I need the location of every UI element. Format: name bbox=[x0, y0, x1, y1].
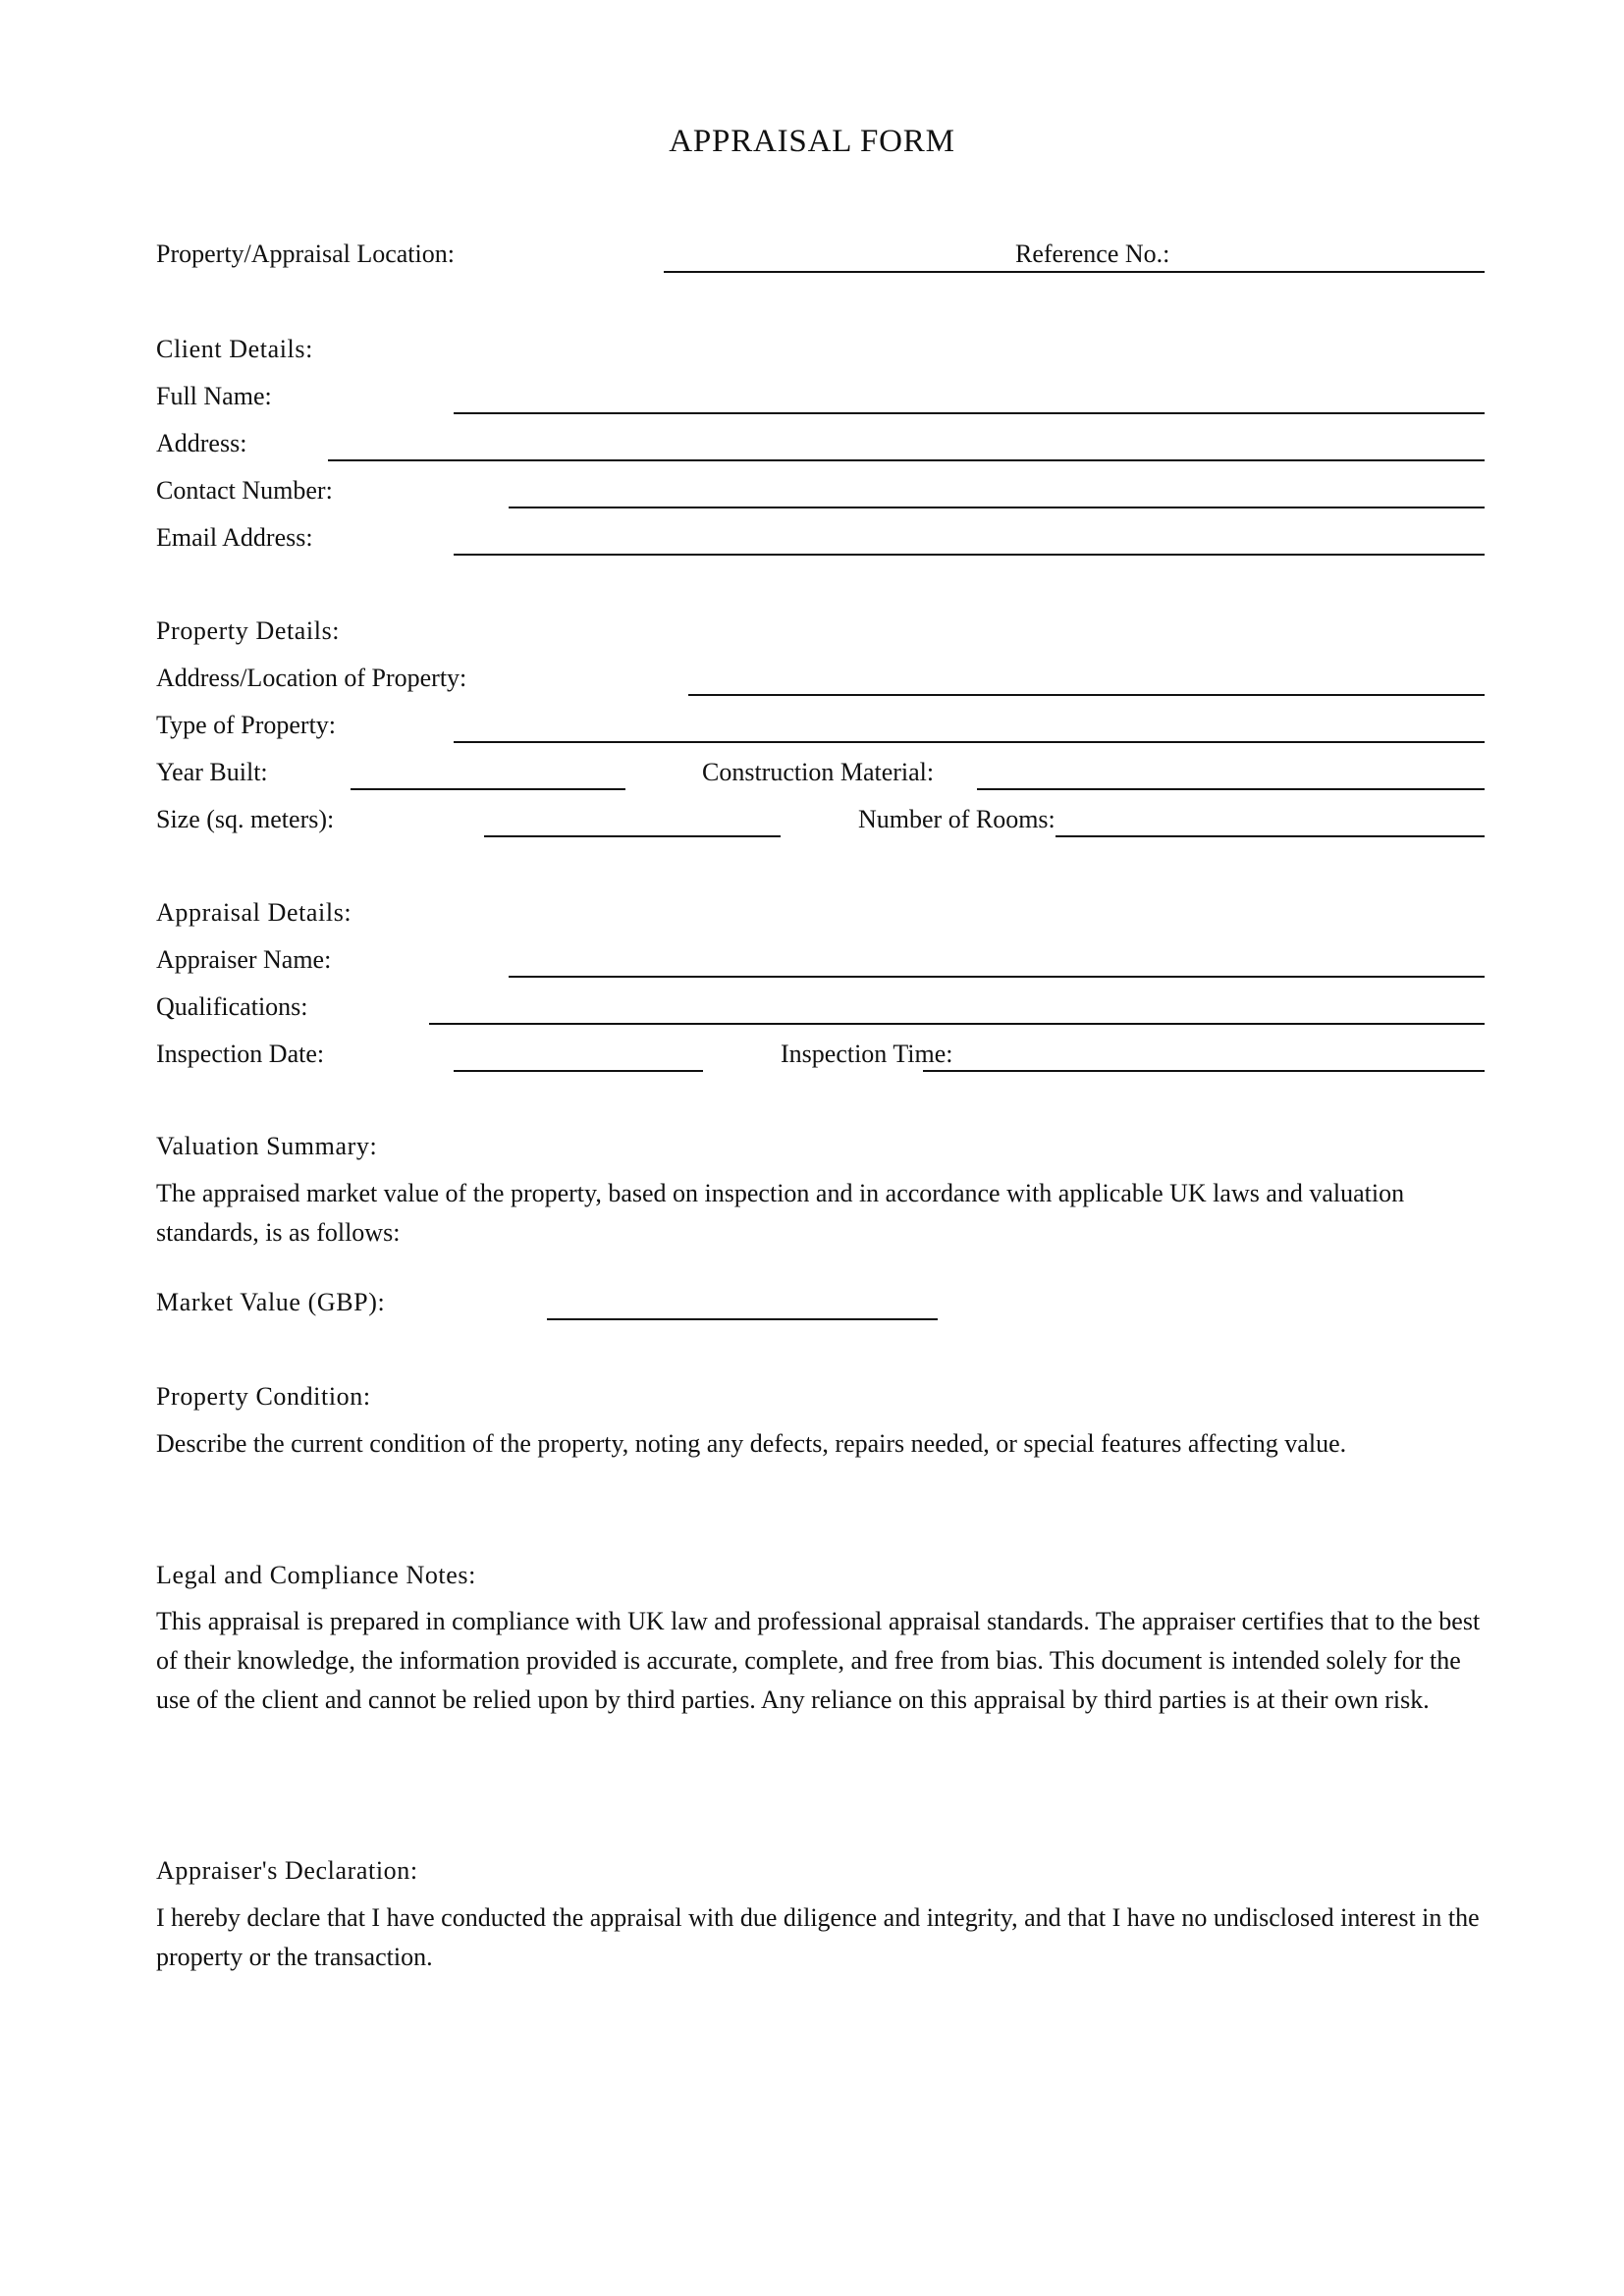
valuation-summary-heading: Valuation Summary: bbox=[156, 1132, 378, 1160]
legal-notes-text: This appraisal is prepared in compliance with UK law and professional appraisal standards. The appraiser certifies that to the best of their knowledge, the information provided is accurate, complete, and free from bias. This document is intended solely for the use of the client and cannot be relied upon by third parties. Any reliance on this appraisal by third parties is at their own risk. bbox=[156, 1607, 1481, 1714]
email-address-label: Email Address: bbox=[156, 523, 313, 552]
email-address-field[interactable] bbox=[454, 554, 1485, 556]
inspection-date-label: Inspection Date: bbox=[156, 1040, 325, 1068]
location-label: Property/Appraisal Location: bbox=[156, 240, 455, 268]
market-value-label: Market Value (GBP): bbox=[156, 1288, 386, 1316]
full-name-label: Full Name: bbox=[156, 382, 272, 410]
address-label: Address: bbox=[156, 429, 247, 457]
number-of-rooms-label: Number of Rooms: bbox=[858, 805, 1056, 833]
size-label: Size (sq. meters): bbox=[156, 805, 335, 833]
inspection-date-field[interactable] bbox=[454, 1070, 703, 1072]
appraiser-name-label: Appraiser Name: bbox=[156, 945, 332, 974]
client-details-heading: Client Details: bbox=[156, 335, 313, 363]
number-of-rooms-field[interactable] bbox=[1056, 835, 1485, 837]
inspection-time-field[interactable] bbox=[923, 1070, 1485, 1072]
year-built-field[interactable] bbox=[351, 788, 625, 790]
year-built-label: Year Built: bbox=[156, 758, 268, 786]
location-field[interactable] bbox=[664, 271, 1485, 273]
declaration-heading: Appraiser's Declaration: bbox=[156, 1856, 418, 1885]
property-address-label: Address/Location of Property: bbox=[156, 664, 467, 692]
qualifications-field[interactable] bbox=[429, 1023, 1485, 1025]
contact-number-label: Contact Number: bbox=[156, 476, 333, 505]
legal-notes-heading: Legal and Compliance Notes: bbox=[156, 1561, 476, 1589]
market-value-field[interactable] bbox=[547, 1318, 938, 1320]
appraisal-details-heading: Appraisal Details: bbox=[156, 898, 352, 927]
property-details-heading: Property Details: bbox=[156, 616, 341, 645]
reference-label: Reference No.: bbox=[1015, 240, 1170, 268]
property-type-label: Type of Property: bbox=[156, 711, 337, 739]
construction-material-field[interactable] bbox=[977, 788, 1485, 790]
qualifications-label: Qualifications: bbox=[156, 992, 308, 1021]
property-type-field[interactable] bbox=[454, 741, 1485, 743]
full-name-field[interactable] bbox=[454, 412, 1485, 414]
declaration-text: I hereby declare that I have conducted the appraisal with due diligence and integrity, and that I have no undisclosed interest in the property or the transaction. bbox=[156, 1903, 1480, 1971]
property-address-field[interactable] bbox=[688, 694, 1485, 696]
construction-material-label: Construction Material: bbox=[702, 758, 935, 786]
property-condition-text: Describe the current condition of the property, noting any defects, repairs needed, or special features affecting value. bbox=[156, 1429, 1347, 1458]
address-field[interactable] bbox=[328, 459, 1485, 461]
appraiser-name-field[interactable] bbox=[509, 976, 1485, 978]
page-title: APPRAISAL FORM bbox=[669, 124, 955, 159]
contact-number-field[interactable] bbox=[509, 507, 1485, 508]
size-field[interactable] bbox=[484, 835, 781, 837]
valuation-summary-text: The appraised market value of the property, based on inspection and in accordance with applicable UK laws and valuation standards, is as follows: bbox=[156, 1179, 1405, 1247]
inspection-time-label: Inspection Time: bbox=[781, 1040, 953, 1068]
property-condition-heading: Property Condition: bbox=[156, 1382, 371, 1411]
